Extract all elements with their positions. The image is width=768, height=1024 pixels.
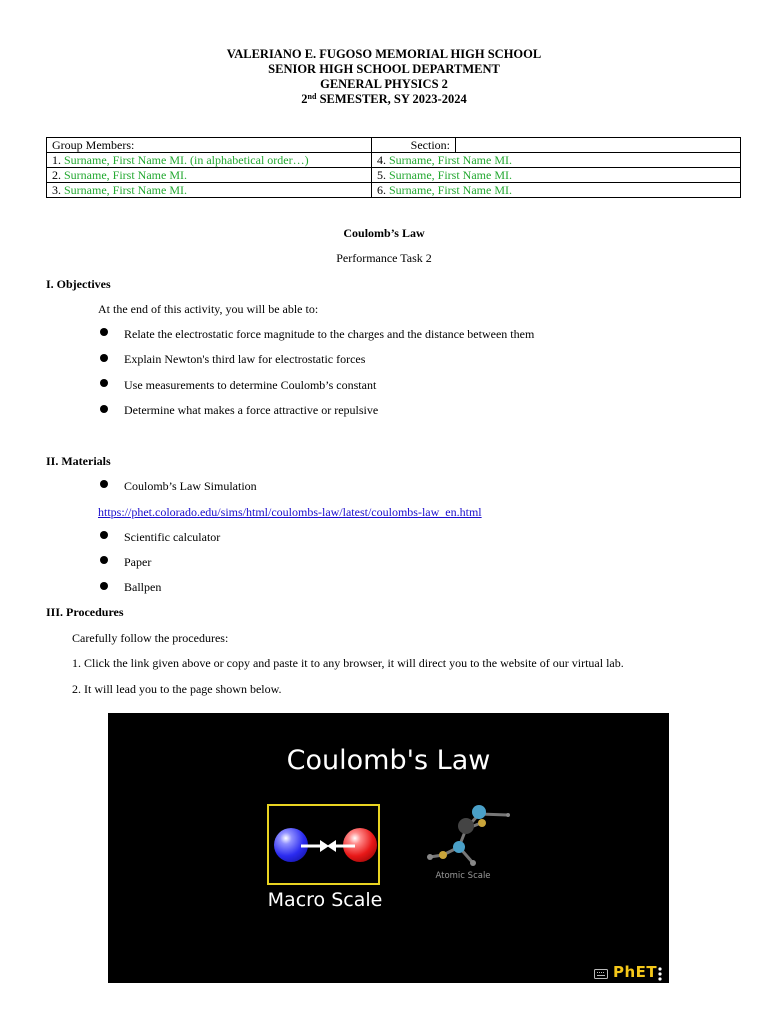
school-name: VALERIANO E. FUGOSO MEMORIAL HIGH SCHOOL [226,47,542,61]
group-members-label: Group Members: [47,138,372,153]
simulation-screenshot [108,713,669,983]
member-name-placeholder: Surname, First Name MI. [389,153,512,167]
bullet-icon [100,480,108,488]
member-cell[interactable] [47,183,372,198]
document-subtitle: Performance Task 2 [336,251,432,265]
simulation-title: Coulomb's Law [286,745,491,776]
bullet-icon [100,379,108,387]
objective-item: Explain Newton's third law for electrostatic forces [124,352,366,366]
table-row [47,168,741,183]
group-members-table [46,137,741,198]
semester-line [0,92,768,107]
section-cell [372,138,741,153]
member-cell[interactable] [372,168,741,183]
member-cell[interactable] [372,153,741,168]
subject-name: GENERAL PHYSICS 2 [320,77,448,91]
member-cell[interactable] [47,153,372,168]
objective-item: Use measurements to determine Coulomb’s constant [124,378,377,392]
bullet-icon [100,531,108,539]
bullet-icon [100,354,108,362]
member-cell[interactable] [47,168,372,183]
material-item: Coulomb’s Law Simulation [124,479,257,493]
material-item: Scientific calculator [124,530,221,544]
keyboard-icon[interactable] [594,969,608,979]
macro-scale-label: Macro Scale [267,889,383,911]
procedure-step: 2. It will lead you to the page shown below. [72,682,282,696]
table-row [47,183,741,198]
atomic-scale-icon[interactable] [422,801,518,871]
procedure-step: 1. Click the link given above or copy and paste it to any browser, it will direct you to the website of our virtual lab. [72,656,624,670]
member-number: 3. [52,183,64,197]
material-item: Ballpen [124,580,162,594]
semester-number: 2 [301,92,308,106]
bullet-icon [100,328,108,336]
objective-item: Relate the electrostatic force magnitude to the charges and the distance between them [124,327,535,341]
simulation-link[interactable]: https://phet.colorado.edu/sims/html/coulombs-law/latest/coulombs-law_en.html [98,505,482,519]
member-number: 2. [52,168,64,182]
phet-logo: PhET [613,963,658,981]
document-title: Coulomb’s Law [343,226,425,240]
material-item: Paper [124,555,152,569]
atomic-scale-label: Atomic Scale [435,871,491,881]
menu-icon[interactable] [658,967,662,981]
objectives-intro: At the end of this activity, you will be able to: [98,302,319,316]
section-field[interactable] [455,138,740,152]
procedures-heading: III. Procedures [46,605,124,619]
procedures-intro: Carefully follow the procedures: [72,631,229,645]
member-number: 5. [377,168,389,182]
semester-text: SEMESTER, SY 2023-2024 [316,92,467,106]
objectives-heading: I. Objectives [46,277,111,291]
member-name-placeholder: Surname, First Name MI. [389,168,512,182]
bullet-icon [100,582,108,590]
department-name: SENIOR HIGH SCHOOL DEPARTMENT [268,62,500,76]
member-name-placeholder: Surname, First Name MI. [389,183,512,197]
member-number: 4. [377,153,389,167]
table-row [47,138,741,153]
force-arrows-icon [298,837,358,855]
member-cell[interactable] [372,183,741,198]
member-name-placeholder: Surname, First Name MI. [64,183,187,197]
member-name-placeholder: Surname, First Name MI. [64,168,187,182]
section-label: Section: [410,138,450,152]
member-name-placeholder: Surname, First Name MI. (in alphabetical order…) [64,153,309,167]
semester-ordinal: nd [307,92,317,101]
bullet-icon [100,556,108,564]
materials-heading: II. Materials [46,454,111,468]
bullet-icon [100,405,108,413]
member-number: 6. [377,183,389,197]
objective-item: Determine what makes a force attractive or repulsive [124,403,379,417]
member-number: 1. [52,153,64,167]
table-row [47,153,741,168]
